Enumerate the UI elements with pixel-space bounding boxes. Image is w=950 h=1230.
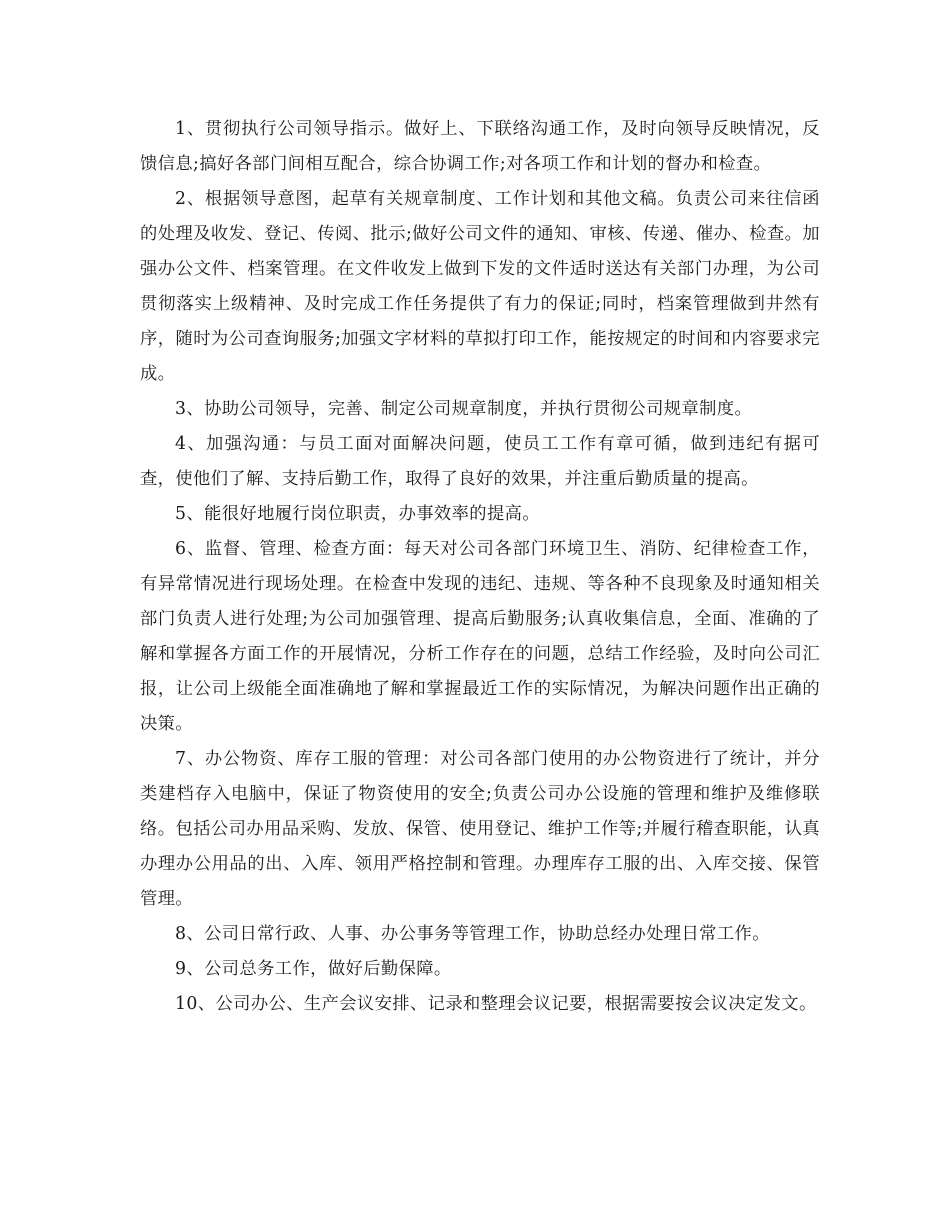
paragraph-3: 3、协助公司领导，完善、制定公司规章制度，并执行贯彻公司规章制度。: [175, 399, 753, 419]
paragraph-10: 10、公司办公、生产会议安排、记录和整理会议记要，根据需要按会议决定发文。: [175, 994, 817, 1014]
paragraph-2: 2、根据领导意图，起草有关规章制度、工作计划和其他文稿。负责公司来往信函的处理及收发、登记、传阅、批示;做好公司文件的通知、审核、传递、催办、检查。加强办公文件、档案管理。在文件收发上做到下发的文件适时送达有关部门办理，为公司贯彻落实上级精神、及时完成工作任务提供了有力的保证;同时，档案管理做到井然有序，随时为公司查询服务;加强文字材料的草拟打印工作，能按规定的时间和内容要求完成。: [140, 189, 820, 384]
paragraph-1: 1、贯彻执行公司领导指示。做好上、下联络沟通工作，及时向领导反映情况，反馈信息;搞好各部门间相互配合，综合协调工作;对各项工作和计划的督办和检查。: [140, 119, 820, 174]
paragraph-4: 4、加强沟通：与员工面对面解决问题，使员工工作有章可循，做到违纪有据可查，使他们了解、支持后勤工作，取得了良好的效果，并注重后勤质量的提高。: [140, 434, 820, 489]
paragraph-7: 7、办公物资、库存工服的管理：对公司各部门使用的办公物资进行了统计，并分类建档存入电脑中，保证了物资使用的安全;负责公司办公设施的管理和维护及维修联络。包括公司办用品采购、发放、保管、使用登记、维护工作等;并履行稽查职能，认真办理办公用品的出、入库、领用严格控制和管理。办理库存工服的出、入库交接、保管管理。: [140, 749, 820, 909]
paragraph-5: 5、能很好地履行岗位职责，办事效率的提高。: [175, 504, 541, 524]
paragraph-8: 8、公司日常行政、人事、办公事务等管理工作，协助总经办处理日常工作。: [175, 924, 770, 944]
paragraph-6: 6、监督、管理、检查方面：每天对公司各部门环境卫生、消防、纪律检查工作，有异常情况进行现场处理。在检查中发现的违纪、违规、等各种不良现象及时通知相关部门负责人进行处理;为公司加强管理、提高后勤服务;认真收集信息，全面、准确的了解和掌握各方面工作的开展情况，分析工作存在的问题，总结工作经验，及时向公司汇报，让公司上级能全面准确地了解和掌握最近工作的实际情况，为解决问题作出正确的决策。: [140, 539, 820, 734]
paragraph-9: 9、公司总务工作，做好后勤保障。: [175, 959, 452, 979]
document-body: [140, 112, 820, 1022]
